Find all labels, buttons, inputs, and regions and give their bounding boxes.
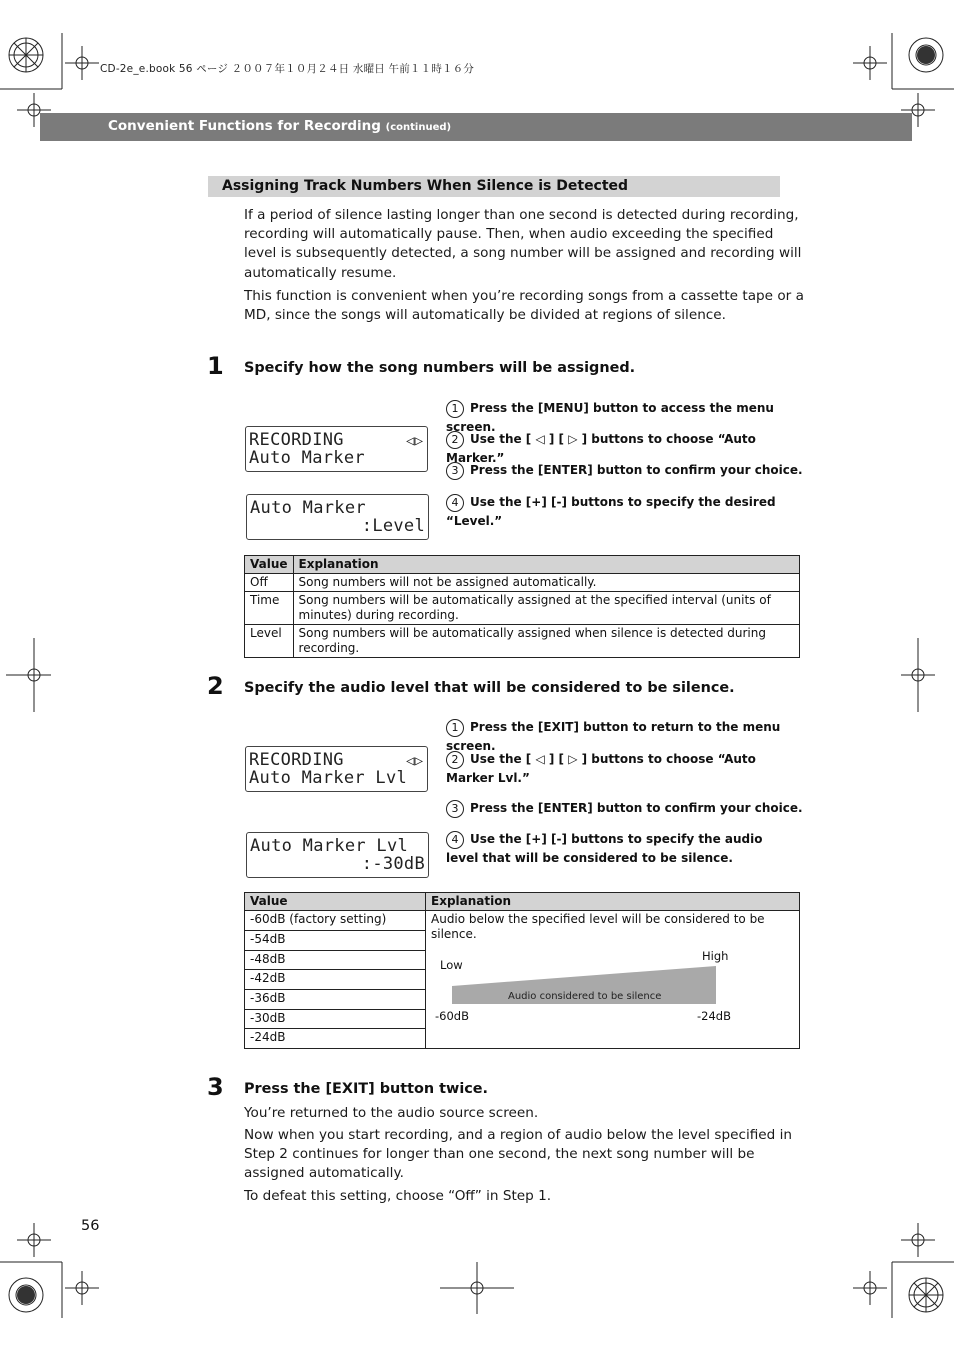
instruction-text: Use the [ ◁ ] [ ▷ ] buttons to choose “Auto Marker Lvl.” — [446, 752, 756, 785]
lcd-display — [246, 494, 429, 540]
table-cell: Level — [245, 625, 294, 658]
instruction-item — [446, 750, 796, 787]
instruction-text: Press the [ENTER] button to confirm your choice. — [470, 801, 803, 815]
lcd-line-2: :Level — [361, 516, 425, 536]
banner-title — [108, 118, 451, 134]
table-cell: Time — [245, 592, 294, 625]
step-circle-icon: 4 — [446, 494, 464, 512]
table-cell: -60dB (factory setting) — [245, 911, 426, 931]
instruction-text: Use the [+] [-] buttons to specify the desired “Level.” — [446, 495, 776, 528]
step-circle-icon: 4 — [446, 831, 464, 849]
intro-paragraph-1: If a period of silence lasting longer than one second is detected during recording, recording will automatically pause. Then, when audio exceeding the specified level is subsequently detected, a song number will be assigned and recording will automatically resume. — [244, 207, 802, 281]
lcd-arrows-icon: ◁▷ — [406, 753, 423, 769]
table-cell: -42dB — [245, 970, 426, 990]
explanation-text: Audio below the specified level will be considered to be silence. — [431, 912, 765, 941]
value-table — [244, 555, 800, 658]
lcd-line-2: :-30dB — [361, 854, 425, 874]
intro-paragraph-2: This function is convenient when you’re recording songs from a cassette tape or a MD, since the songs will automatically be divided at regions of silence. — [244, 288, 804, 324]
lcd-line-1: RECORDING — [249, 430, 344, 450]
lcd-line-2: Auto Marker Lvl — [249, 768, 408, 788]
table-header-cell: Value — [245, 893, 426, 911]
step-3-paragraph-3: To defeat this setting, choose “Off” in Step 1. — [244, 1188, 552, 1204]
table-header-cell: Explanation — [426, 893, 800, 911]
low-label: Low — [440, 958, 463, 972]
explanation-cell — [426, 911, 800, 1049]
file-header: CD-2e_e.book 56 ページ ２００７年１０月２４日 水曜日 午前１１時１６分 — [100, 63, 475, 75]
table-cell: -24dB — [245, 1029, 426, 1049]
step-circle-icon: 3 — [446, 800, 464, 818]
step-3-number: 3 — [207, 1073, 224, 1101]
step-2-title: Specify the audio level that will be considered to be silence. — [244, 680, 735, 696]
instruction-item — [446, 493, 816, 530]
table-row — [245, 911, 800, 931]
table-cell: -36dB — [245, 989, 426, 1009]
step-circle-icon: 3 — [446, 462, 464, 480]
fill-label: Audio considered to be silence — [508, 991, 662, 1002]
instruction-text: Use the [ ◁ ] [ ▷ ] buttons to choose “Auto Marker.” — [446, 432, 756, 465]
table-header-row — [245, 893, 800, 911]
max-label: -24dB — [697, 1009, 731, 1023]
lcd-line-1: RECORDING — [249, 750, 344, 770]
instruction-item — [446, 799, 806, 818]
lcd-line-1: Auto Marker — [250, 498, 366, 518]
section-heading — [208, 176, 780, 197]
section-title: Assigning Track Numbers When Silence is Detected — [222, 178, 629, 194]
instruction-text: Press the [EXIT] button to return to the menu screen. — [446, 720, 781, 753]
lcd-display — [246, 832, 429, 878]
step-3-paragraph-1: You’re returned to the audio source screen. — [244, 1105, 539, 1121]
lcd-display — [245, 426, 428, 472]
level-table — [244, 892, 800, 1049]
banner-title-text: Convenient Functions for Recording — [108, 118, 381, 134]
step-2-number: 2 — [207, 672, 224, 700]
table-cell: Song numbers will be automatically assigned at the specified interval (units of minutes) during recording. — [293, 592, 799, 625]
table-row — [245, 592, 800, 625]
high-label: High — [702, 949, 729, 963]
min-label: -60dB — [435, 1009, 469, 1023]
table-header-row — [245, 556, 800, 574]
step-circle-icon: 1 — [446, 400, 464, 418]
instruction-item — [446, 461, 806, 480]
page-banner — [40, 113, 912, 141]
step-1-number: 1 — [207, 352, 224, 380]
table-cell: -48dB — [245, 950, 426, 970]
instruction-text: Use the [+] [-] buttons to specify the audio level that will be considered to be silence. — [446, 832, 763, 865]
lcd-arrows-icon: ◁▷ — [406, 433, 423, 449]
table-row — [245, 625, 800, 658]
instruction-item — [446, 830, 796, 867]
table-header-cell: Value — [245, 556, 294, 574]
step-circle-icon: 2 — [446, 431, 464, 449]
instruction-text: Press the [MENU] button to access the menu screen. — [446, 401, 774, 434]
banner-subtitle: (continued) — [385, 122, 452, 133]
step-1-title: Specify how the song numbers will be assigned. — [244, 360, 636, 376]
lcd-line-2: Auto Marker — [249, 448, 365, 468]
instruction-text: Press the [ENTER] button to confirm your choice. — [470, 463, 803, 477]
step-3-title: Press the [EXIT] button twice. — [244, 1081, 489, 1097]
table-cell: -54dB — [245, 931, 426, 951]
step-3-paragraph-2: Now when you start recording, and a region of audio below the level specified in Step 2 continues for longer than one second, the next song number will be assigned automatically. — [244, 1127, 792, 1182]
table-header-cell: Explanation — [293, 556, 799, 574]
table-row — [245, 574, 800, 592]
lcd-display — [245, 746, 428, 792]
lcd-line-1: Auto Marker Lvl — [250, 836, 409, 856]
step-circle-icon: 2 — [446, 751, 464, 769]
table-cell: -30dB — [245, 1009, 426, 1029]
table-cell: Song numbers will not be assigned automatically. — [293, 574, 799, 592]
table-cell: Song numbers will be automatically assigned when silence is detected during recording. — [293, 625, 799, 658]
table-cell: Off — [245, 574, 294, 592]
step-circle-icon: 1 — [446, 719, 464, 737]
page-number: 56 — [81, 1218, 100, 1234]
